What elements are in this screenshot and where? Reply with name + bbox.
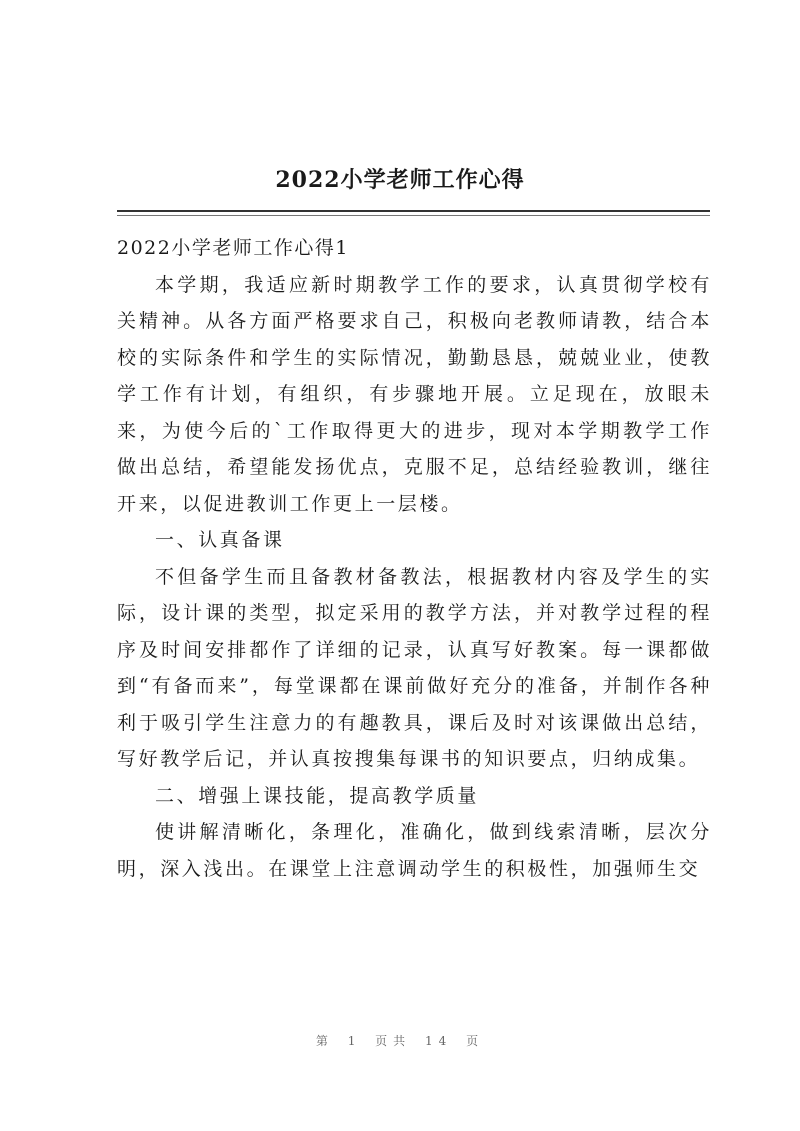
document-body	[117, 230, 712, 887]
title-divider-thin	[117, 215, 710, 216]
title-divider	[117, 210, 710, 212]
footer-total-pages: 14	[425, 1034, 453, 1048]
paragraph-intro: 本学期，我适应新时期教学工作的要求，认真贯彻学校有关精神。从各方面严格要求自己，积极向老教师请教，结合本校的实际条件和学生的实际情况，勤勤恳恳，兢兢业业，使教学工作有计划，有组织，有步骤地开展。立足现在，放眼未来，为使今后的`工作取得更大的进步，现对本学期教学工作做出总结，希望能发扬优点，克服不足，总结经验教训，继往开来，以促进教训工作更上一层楼。	[117, 273, 712, 515]
subheading-teaching-skills: 二、增强上课技能，提高教学质量	[155, 784, 480, 807]
document-title: 2022小学老师工作心得	[275, 167, 525, 193]
paragraph-prepare-lessons: 不但备学生而且备教材备教法，根据教材内容及学生的实际，设计课的类型，拟定采用的教学方法，并对教学过程的程序及时间安排都作了详细的记录，认真写好教案。每一课都做到“有备而来”，每堂课都在课前做好充分的准备，并制作各种利于吸引学生注意力的有趣教具，课后及时对该课做出总结，写好教学后记，并认真按搜集每课书的知识要点，归纳成集。	[117, 565, 712, 770]
footer-middle: 页共	[375, 1034, 412, 1048]
subheading-prepare-lessons: 一、认真备课	[155, 529, 285, 551]
footer-page-number: 1	[347, 1034, 362, 1048]
footer-suffix: 页	[466, 1034, 485, 1048]
paragraph-teaching-skills: 使讲解清晰化，条理化，准确化，做到线索清晰，层次分明，深入浅出。在课堂上注意调动学生的积极性，加强师生交	[117, 821, 712, 880]
page-footer	[0, 1032, 800, 1049]
footer-prefix: 第	[315, 1034, 334, 1048]
section-heading: 2022小学老师工作心得1	[117, 237, 349, 259]
